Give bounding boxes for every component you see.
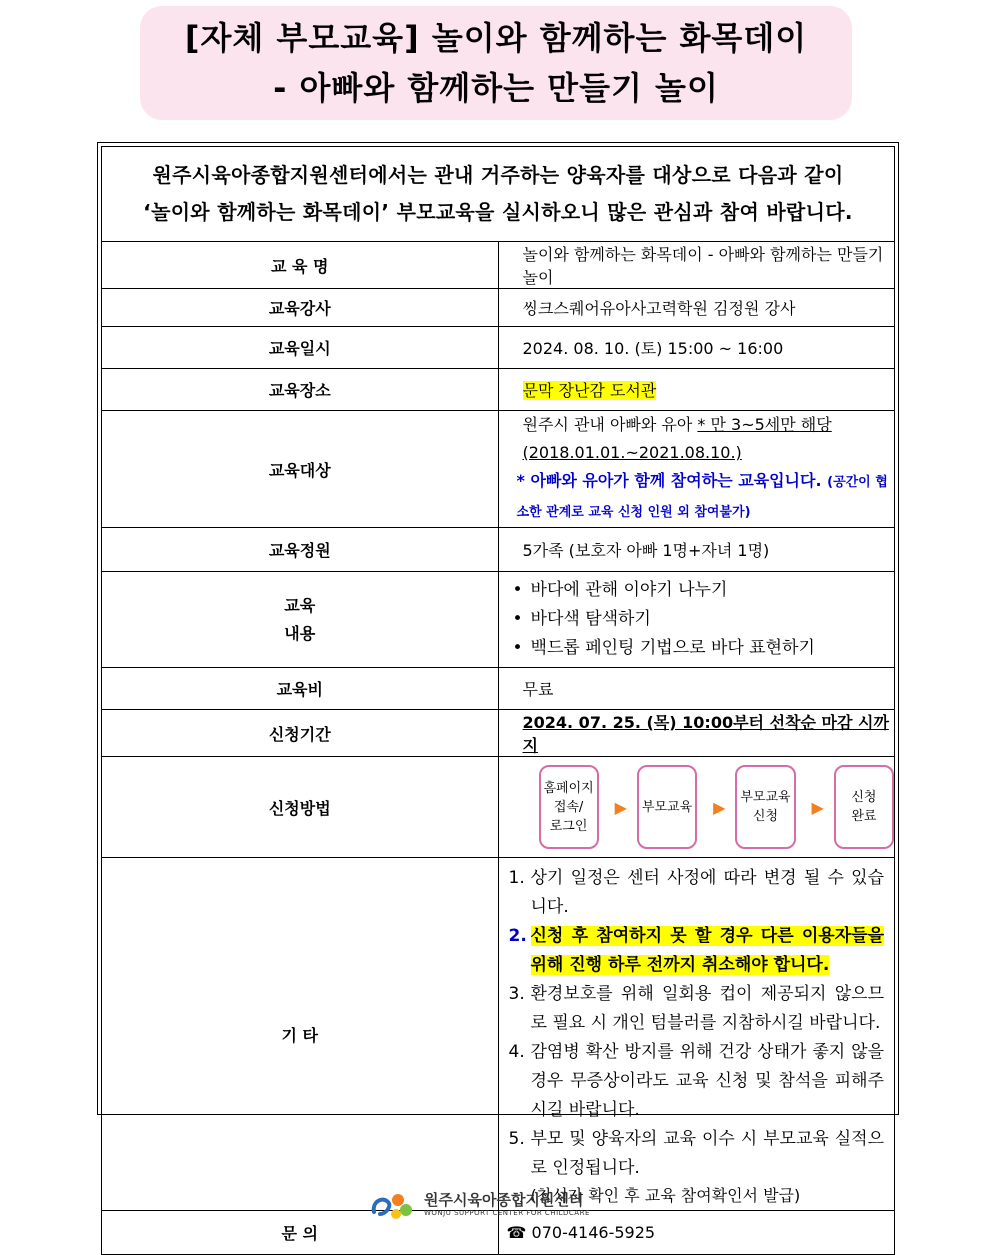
step-text: 홈페이지 [543,780,594,796]
intro-line-2: ‘놀이와 함께하는 화목데이’ 부모교육을 실시하오니 많은 관심과 참여 바랍니다. [143,200,853,224]
row-label-date: 교육일시 [102,327,499,369]
step-text: 신청 [752,809,779,824]
application-steps [499,765,895,849]
note-number: 4. [508,1042,525,1062]
arrow-right-icon: ▶ [713,797,726,817]
target-line-2a: * 아빠와 유아가 함께 참여하는 교육입니다. [516,471,828,490]
title-line-2: - 아빠와 함께하는 만들기 놀이 [273,69,719,107]
row-value-fee: 무료 [498,668,895,710]
step-text: 부모교육 [740,790,791,805]
list-item [509,1125,885,1183]
content-label-b: 내용 [284,623,316,643]
list-item: • 백드롭 페인팅 기법으로 바다 표현하기 [501,634,895,663]
step-text: 접속/ [553,799,584,815]
row-value-capacity: 5가족 (보호자 아빠 1명+자녀 1명) [498,528,895,572]
step-parent-education [637,765,697,849]
list-item [509,922,885,980]
note-text-highlighted: 신청 후 참여하지 못 할 경우 다른 이용자들을 위해 진행 하루 전까지 취소해야 합니다. [530,926,884,975]
content-label-a: 교육 [284,595,316,615]
target-line-1b: * 만 3~5세만 해당(2018.01.01.~2021.08.10.) [522,415,832,462]
center-logo-icon [370,1188,416,1220]
row-label-etc: 기 타 [102,858,499,1211]
list-item [509,864,885,922]
target-line-2b: (공간이 협소한 관계로 교육 신청 인원 외 참여불가) [516,475,888,520]
row-label-period: 신청기간 [102,710,499,757]
row-label-content [102,572,499,668]
row-value-date: 2024. 08. 10. (토) 15:00 ~ 16:00 [498,327,895,369]
note-text: 감염병 확산 방지를 위해 건강 상태가 좋지 않을 경우 무증상이라도 교육 신청 및 참석을 피해주시길 바랍니다. [530,1042,884,1120]
footer-text [424,1191,590,1217]
list-item: • 바다색 탐색하기 [501,605,895,634]
note-text: 상기 일정은 센터 사정에 따라 변경 될 수 있습니다. [530,868,884,917]
note-number: 1. [508,868,525,888]
arrow-right-icon: ▶ [614,797,627,817]
step-complete [834,765,894,849]
list-item [509,1038,885,1125]
arrow-right-icon: ▶ [811,797,824,817]
row-label-fee: 교육비 [102,668,499,710]
note-sub: (참석자 확인 후 교육 참여확인서 발급) [530,1186,801,1205]
row-value-contact: 070-4146-5925 [531,1223,656,1242]
row-value-name: 놀이와 함께하는 화목데이 - 아빠와 함께하는 만들기 놀이 [498,242,895,289]
row-value-period: 2024. 07. 25. (목) 10:00부터 선착순 마감 시까지 [522,713,889,755]
note-number: 5. [508,1129,525,1149]
row-value-target [498,411,895,528]
row-label-contact: 문 의 [102,1211,499,1255]
row-label-target: 교육대상 [102,411,499,528]
step-text: 로그인 [549,818,588,834]
target-line-1a: 원주시 관내 아빠와 유아 [522,415,698,434]
step-text: 완료 [851,809,877,824]
list-item [509,980,885,1038]
footer-center-name: 원주시육아종합지원센터 [424,1191,584,1209]
footer-logo [370,1188,590,1220]
step-text: 신청 [851,790,877,805]
note-text: 부모 및 양육자의 교육 이수 시 부모교육 실적으로 인정됩니다. [530,1129,884,1178]
intro-text [102,147,895,242]
row-label-instructor: 교육강사 [102,289,499,327]
note-text: 환경보호를 위해 일회용 컵이 제공되지 않으므로 필요 시 개인 텀블러를 지참하시길 바랍니다. [530,984,884,1033]
step-text: 부모교육 [641,799,693,815]
step-apply [735,765,795,849]
title-line-1: [자체 부모교육] 놀이와 함께하는 화목데이 [184,19,808,57]
info-table [101,146,895,1255]
note-number: 3. [508,984,525,1004]
row-label-capacity: 교육정원 [102,528,499,572]
list-item: • 바다에 관해 이야기 나누기 [501,576,895,605]
content-list [501,576,895,663]
footer-center-english: WONJU SUPPORT CENTER FOR CHILDCARE [424,1209,590,1217]
row-label-place: 교육장소 [102,369,499,411]
row-label-method: 신청방법 [102,757,499,858]
intro-line-1: 원주시육아종합지원센터에서는 관내 거주하는 양육자를 대상으로 다음과 같이 [152,163,844,187]
row-value-place: 문막 장난감 도서관 [522,381,657,400]
notes-list [499,858,895,1189]
step-homepage-login [539,765,599,849]
phone-icon: ☎ [506,1223,527,1242]
title-banner [140,6,852,120]
row-label-name: 교 육 명 [102,242,499,289]
note-number: 2. [508,926,527,946]
row-value-instructor: 씽크스퀘어유아사고력학원 김정원 강사 [498,289,895,327]
